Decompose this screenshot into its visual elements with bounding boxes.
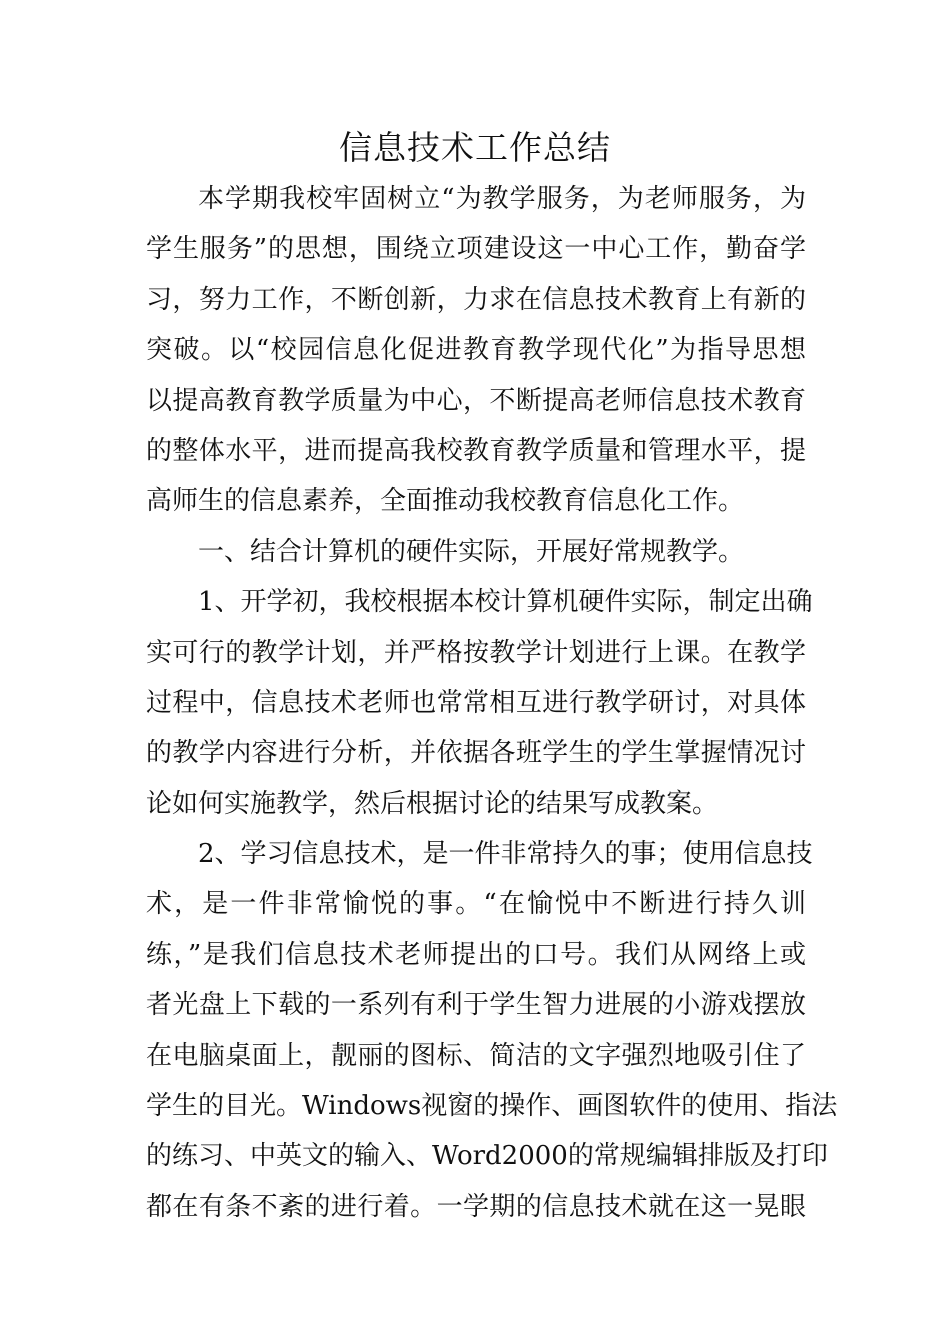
text-line: 的教学内容进行分析，并依据各班学生的学生掌握情况讨 (146, 738, 806, 769)
text-line: 者光盘上下载的一系列有利于学生智力进展的小游戏摆放 (146, 990, 806, 1021)
text-line: 本学期我校牢固树立“为教学服务，为老师服务，为 (198, 184, 806, 214)
text-line: 习，努力工作，不断创新，力求在信息技术教育上有新的 (146, 284, 806, 315)
text-line: 论如何实施教学，然后根据讨论的结果写成教案。 (146, 788, 719, 819)
text-line: 2、学习信息技术，是一件非常持久的事；使用信息技 (198, 839, 813, 870)
page-title: 信息技术工作总结 (339, 128, 611, 167)
body-text (146, 174, 838, 1232)
text-line: 在电脑桌面上，靓丽的图标、简洁的文字强烈地吸引住了 (146, 1040, 806, 1071)
text-line: 以提高教育教学质量为中心，不断提高老师信息技术教育 (146, 385, 806, 416)
text-line: 学生服务”的思想，围绕立项建设这一中心工作，勤奋学 (146, 234, 806, 265)
text-line: 的练习、中英文的输入、Word2000的常规编辑排版及打印 (146, 1141, 828, 1172)
text-line: 术，是一件非常愉悦的事。“在愉悦中不断进行持久训 (146, 889, 806, 920)
text-line: 过程中，信息技术老师也常常相互进行教学研讨，对具体 (146, 687, 806, 718)
text-line: 都在有条不紊的进行着。一学期的信息技术就在这一晃眼 (146, 1191, 806, 1222)
text-line: 高师生的信息素养，全面推动我校教育信息化工作。 (146, 486, 745, 517)
text-line: 实可行的教学计划，并严格按教学计划进行上课。在教学 (146, 637, 806, 668)
text-line: 的整体水平，进而提高我校教育教学质量和管理水平，提 (146, 435, 806, 466)
text-line: 学生的目光。Windows视窗的操作、画图软件的使用、指法 (146, 1091, 838, 1122)
text-line: 突破。以“校园信息化促进教育教学现代化”为指导思想 (146, 335, 806, 366)
text-line: 1、开学初，我校根据本校计算机硬件实际，制定出确 (198, 587, 813, 618)
text-line: 练，”是我们信息技术老师提出的口号。我们从网络上或 (146, 939, 806, 970)
text-line: 一、结合计算机的硬件实际，开展好常规教学。 (198, 536, 745, 567)
